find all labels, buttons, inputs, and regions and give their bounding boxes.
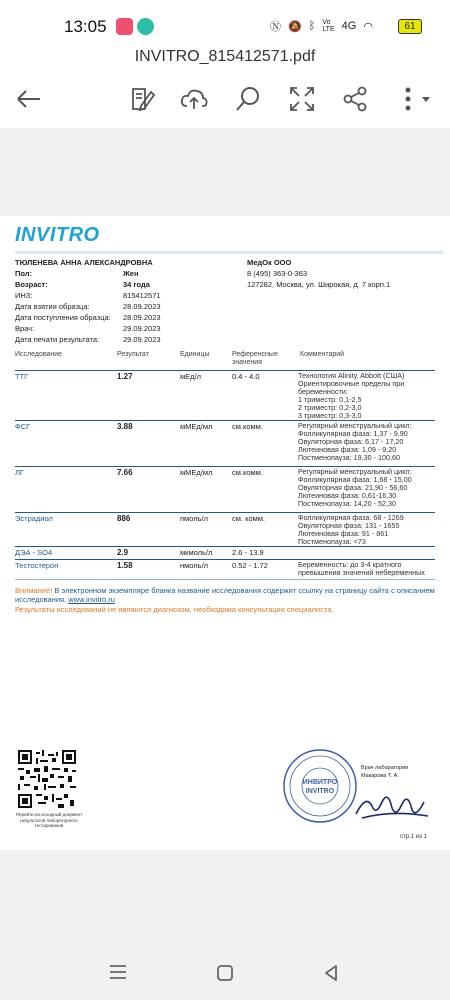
- test-unit: мкмоль/л: [180, 548, 213, 557]
- volte-icon: Vo LTE: [322, 19, 335, 33]
- test-ref: 0.4 - 4.0: [232, 372, 260, 381]
- share-icon[interactable]: [340, 84, 370, 114]
- lab-name: МедОк ООО: [247, 258, 292, 267]
- document-title: INVITRO_815412571.pdf: [134, 48, 316, 65]
- more-vertical-icon[interactable]: [396, 84, 436, 114]
- col-units: Единицы: [180, 351, 210, 358]
- test-comment: Беременность: до 3-4 кратного превышения значений небеременных: [298, 560, 425, 577]
- warning-text: В электронном экземпляре бланка название исследования содержит ссылку на страницу сайта с описанием: [52, 586, 435, 595]
- test-name[interactable]: ЛГ: [15, 468, 24, 477]
- taken-value: 28.09.2023: [123, 302, 161, 311]
- invitro-logo: INVITRO: [15, 224, 100, 246]
- mute-icon: 🔕: [288, 20, 302, 33]
- row-divider: [15, 546, 435, 547]
- age-label: Возраст:: [15, 280, 48, 289]
- test-result: 2.9: [117, 548, 129, 557]
- warning-note: [15, 586, 435, 595]
- test-ref: см. комм.: [232, 514, 266, 523]
- test-ref: 2.6 - 13.9: [232, 548, 264, 557]
- test-result: 1.58: [117, 561, 133, 570]
- inz-label: ИНЗ:: [15, 291, 33, 300]
- test-unit: мМЕд/мл: [180, 422, 213, 431]
- disclaimer: Результаты исследований не являются диагнозом, необходима консультация специалиста.: [15, 605, 334, 614]
- pdf-page: [0, 216, 450, 850]
- page-number: стр.1 из 1: [400, 834, 427, 840]
- invitro-link[interactable]: www.invitro.ru: [68, 595, 115, 604]
- test-name[interactable]: ДЭА - SO4: [15, 548, 53, 557]
- menu-icon[interactable]: [108, 964, 128, 980]
- test-unit: мМЕд/мл: [180, 468, 213, 477]
- col-ref-2: значения: [232, 359, 262, 366]
- lab-phone: 8 (495) 363-0-363: [247, 269, 308, 278]
- test-unit: мЕд/л: [180, 372, 201, 381]
- inz-value: 815412571: [123, 291, 161, 300]
- test-ref: см.комм.: [232, 468, 263, 477]
- test-comment: Фолликулярная фаза: 68 - 1269 Овуляторная фаза: 131 - 1655 Лютеиновая фаза: 91 - 861 Постменопаузa: <73: [298, 513, 404, 546]
- col-comment: Комментарий: [300, 351, 345, 358]
- signature: [352, 784, 432, 824]
- sex-value: Жен: [123, 269, 139, 278]
- clinic-stamp: [282, 748, 358, 824]
- search-icon[interactable]: [233, 84, 263, 114]
- test-name[interactable]: ФСГ: [15, 422, 31, 431]
- back-triangle-icon[interactable]: [322, 964, 340, 982]
- pdf-viewer[interactable]: [0, 128, 450, 942]
- printed-value: 29.09.2023: [123, 335, 161, 344]
- wifi-icon: ◠: [363, 20, 373, 33]
- doctor-title: Врач лаборатории: [361, 765, 409, 771]
- test-ref: см.комм.: [232, 422, 263, 431]
- test-ref: 0.52 - 1.72: [232, 561, 268, 570]
- warning-text-2: исследования.: [15, 595, 69, 604]
- row-divider: [15, 579, 435, 580]
- cloud-upload-icon[interactable]: [179, 84, 209, 114]
- test-result: 1.27: [117, 372, 133, 381]
- received-label: Дата поступления образца:: [15, 313, 111, 322]
- music-app-icon: [116, 18, 133, 35]
- system-nav-bar: [0, 942, 450, 1000]
- chat-app-icon: [137, 18, 154, 35]
- test-comment: Регулярный менструальный цикл: Фолликулярная фаза: 1,37 - 9,90 Овуляторная фаза: 6,17 - 17,20 Лютеиновая фаза: 1,09 - 9,20 Постменопауза: 19,30 - 100,60: [298, 421, 412, 462]
- test-result: 7.66: [117, 468, 133, 477]
- toolbar: [0, 72, 450, 128]
- test-comment: Регулярный менструальный цикл: Фолликулярная фаза: 1,68 - 15,00 Овуляторная фаза: 21,90 - 56,60 Лютеиновая фаза: 0,61-16,30 Постменопауза: 14,20 - 52,30: [298, 467, 412, 508]
- svg-text:ИНВИТРО: ИНВИТРО: [302, 779, 338, 786]
- test-name[interactable]: Эстрадиол: [15, 514, 53, 523]
- status-bar: [0, 0, 450, 42]
- received-value: 28.09.2023: [123, 313, 161, 322]
- doctor-label: Врач:: [15, 324, 35, 333]
- test-result: 886: [117, 514, 131, 523]
- clock: 13:05: [64, 17, 107, 36]
- bluetooth-icon: ᛒ: [308, 20, 316, 32]
- home-icon[interactable]: [216, 964, 234, 982]
- battery-icon: 61: [398, 19, 422, 34]
- test-name[interactable]: ТТГ: [15, 372, 29, 381]
- svg-text:INVITRO: INVITRO: [305, 788, 335, 795]
- patient-name: ТЮЛЕНЕВА АННА АЛЕКСАНДРОВНА: [15, 258, 153, 267]
- fullscreen-icon[interactable]: [287, 84, 317, 114]
- printed-label: Дата печати результата:: [15, 335, 100, 344]
- col-ref-1: Референсные: [232, 351, 278, 358]
- doctor-name: Макарова Т. А.: [361, 773, 399, 779]
- header-divider: [15, 251, 443, 254]
- taken-label: Дата взятия образца:: [15, 302, 90, 311]
- edit-icon[interactable]: [127, 84, 157, 114]
- warning-note-line2: [15, 595, 115, 604]
- col-test: Исследование: [15, 351, 63, 358]
- doctor-signature-block: [361, 764, 408, 780]
- test-unit: пмоль/л: [180, 514, 208, 523]
- test-result: 3.88: [117, 422, 133, 431]
- status-icons: [270, 16, 373, 36]
- col-result: Результат: [117, 351, 149, 358]
- age-value: 34 года: [123, 280, 150, 289]
- doctor-date: 29.09.2023: [123, 324, 161, 333]
- title-bar: [0, 42, 450, 72]
- qr-code[interactable]: [18, 750, 76, 808]
- signal-4g-icon: 4G: [341, 20, 357, 32]
- arrow-left-icon[interactable]: [14, 84, 44, 114]
- sex-label: Пол:: [15, 269, 33, 278]
- test-unit: нмоль/л: [180, 561, 209, 570]
- test-comment: Технология Alinity, Abbott (США) Ориентировочные пределы при беременности: 1 триместр: 0,1-2,5 2 триместр: 0,2-3,0 3 триместр: 0,3-3,0: [298, 371, 405, 420]
- test-name[interactable]: Тестостерон: [15, 561, 59, 570]
- warning-label: Внимание!: [15, 586, 53, 595]
- nfc-icon: Ⓝ: [270, 21, 281, 33]
- qr-caption: Перейти на исходный документ результатов лабораторного тестирования: [15, 812, 83, 828]
- lab-address: 127282, Москва, ул. Широкая, д. 7 корп.1: [247, 280, 391, 289]
